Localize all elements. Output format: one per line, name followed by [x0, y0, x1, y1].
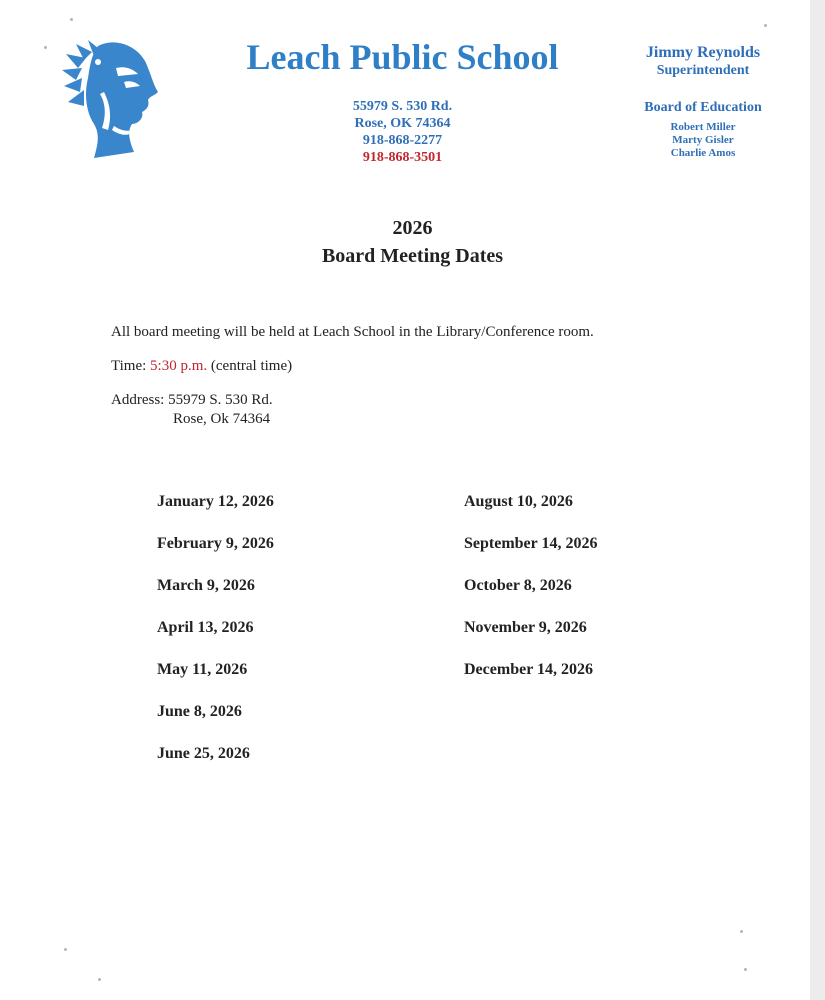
board-members-list: [628, 121, 778, 160]
address-label: Address:: [111, 392, 165, 408]
time-value: 5:30 p.m.: [150, 358, 208, 374]
document-title: Board Meeting Dates: [321, 245, 504, 267]
scan-speck: [44, 46, 47, 49]
time-label: Time:: [111, 358, 147, 374]
school-name: Leach Public School: [246, 37, 559, 77]
meeting-date: March 9, 2026: [157, 577, 255, 594]
superintendent-name: Jimmy Reynolds: [645, 44, 761, 61]
phone-number: 918-868-2277: [362, 133, 443, 148]
scan-speck: [70, 18, 73, 21]
board-member: Charlie Amos: [670, 147, 736, 159]
location-note: All board meeting will be held at Leach School in the Library/Conference room.: [111, 324, 594, 340]
meeting-address-line2: Rose, Ok 74364: [173, 411, 271, 427]
native-chief-profile-logo-icon: [58, 34, 162, 158]
scan-speck: [64, 948, 67, 951]
meeting-address-line1: 55979 S. 530 Rd.: [168, 392, 273, 408]
scan-speck: [764, 24, 767, 27]
meeting-date: June 8, 2026: [157, 703, 242, 720]
meeting-time: [111, 358, 751, 375]
meeting-date: December 14, 2026: [464, 661, 593, 678]
meeting-date: October 8, 2026: [464, 577, 572, 594]
board-member: Marty Gisler: [672, 134, 734, 146]
meeting-date: January 12, 2026: [157, 493, 274, 510]
scan-speck: [98, 978, 101, 981]
board-member: Robert Miller: [670, 121, 736, 133]
superintendent-title: Superintendent: [656, 63, 750, 78]
meeting-address: [111, 391, 751, 429]
time-suffix: (central time): [210, 358, 293, 374]
meeting-date: November 9, 2026: [464, 619, 587, 636]
scan-speck: [740, 930, 743, 933]
scan-speck: [744, 968, 747, 971]
document-year: 2026: [392, 217, 433, 239]
school-address-block: [320, 98, 485, 166]
meeting-date: April 13, 2026: [157, 619, 254, 636]
address-street: 55979 S. 530 Rd.: [352, 99, 453, 114]
meeting-date: February 9, 2026: [157, 535, 274, 552]
meeting-date: May 11, 2026: [157, 661, 248, 678]
administration-block: [628, 44, 778, 160]
address-city: Rose, OK 74364: [354, 116, 451, 131]
meeting-date: September 14, 2026: [464, 535, 598, 552]
page-edge-shadow: [810, 0, 825, 1000]
meeting-date: August 10, 2026: [464, 493, 573, 510]
document-heading: [270, 214, 555, 270]
meeting-date: June 25, 2026: [157, 745, 250, 762]
fax-number: 918-868-3501: [362, 150, 443, 165]
board-title: Board of Education: [644, 100, 762, 115]
